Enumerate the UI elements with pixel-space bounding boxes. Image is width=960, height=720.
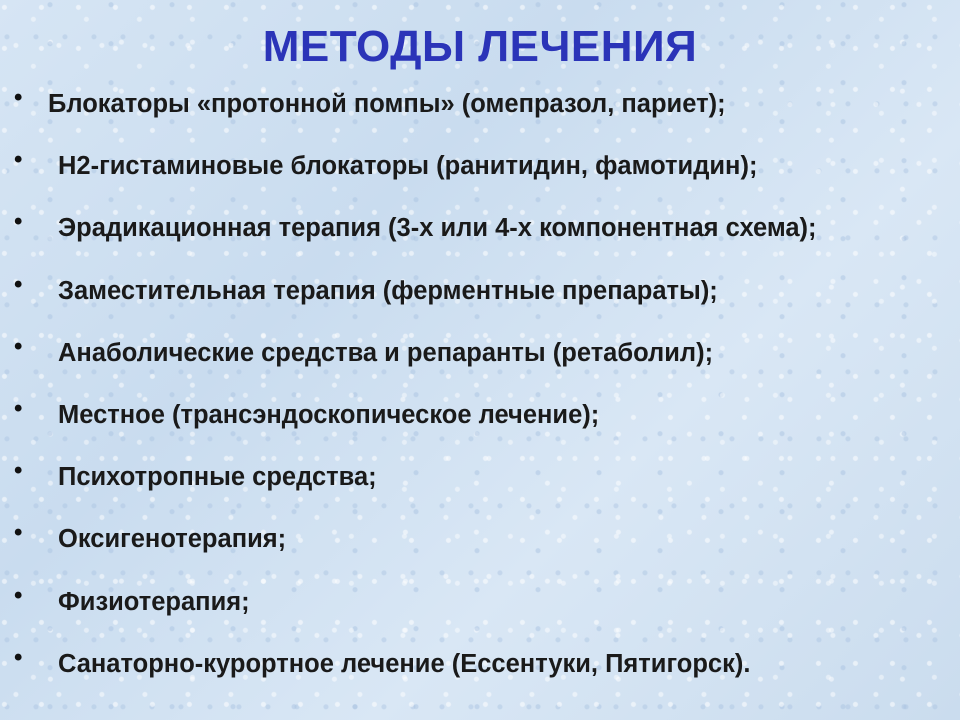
- list-item-text: Психотропные средства;: [58, 463, 377, 492]
- list-item-text: Оксигенотерапия;: [58, 525, 287, 554]
- list-item: [14, 397, 944, 433]
- list-item-text: Н2-гистаминовые блокаторы (ранитидин, фамотидин);: [58, 152, 758, 181]
- list-item-text: Физиотерапия;: [58, 587, 250, 616]
- list-item: [14, 521, 944, 557]
- list-item-text: Эрадикационная терапия (3-х или 4-х компонентная схема);: [58, 214, 817, 243]
- list-item: [14, 459, 944, 495]
- page-title: МЕТОДЫ ЛЕЧЕНИЯ: [262, 22, 698, 71]
- list-item-text: Заместительная терапия (ферментные препараты);: [58, 276, 718, 305]
- list-item-text: Анаболические средства и репаранты (ретаболил);: [58, 338, 714, 367]
- bullet-icon: •: [14, 395, 23, 423]
- list-item: [14, 148, 944, 184]
- list-item: [14, 332, 944, 371]
- list-item-text: Местное (трансэндоскопическое лечение);: [58, 401, 600, 430]
- list-item-text: Блокаторы «протонной помпы» (омепразол, париет);: [48, 90, 726, 118]
- bullet-icon: •: [14, 519, 23, 547]
- bullet-icon: •: [14, 208, 23, 236]
- list-item: [14, 270, 944, 309]
- list-item: [14, 86, 944, 122]
- list-item: [14, 643, 944, 682]
- list-item-text: Санаторно-курортное лечение (Ессентуки, Пятигорск).: [58, 649, 751, 678]
- bullet-icon: •: [14, 581, 23, 609]
- bullet-icon: •: [14, 332, 23, 360]
- treatment-methods-list: [14, 86, 944, 708]
- list-item: [14, 581, 944, 620]
- bullet-icon: •: [14, 643, 23, 671]
- bullet-icon: •: [14, 84, 23, 111]
- bullet-icon: •: [14, 270, 23, 298]
- bullet-icon: •: [14, 457, 23, 485]
- bullet-icon: •: [14, 146, 23, 174]
- list-item: [14, 210, 944, 246]
